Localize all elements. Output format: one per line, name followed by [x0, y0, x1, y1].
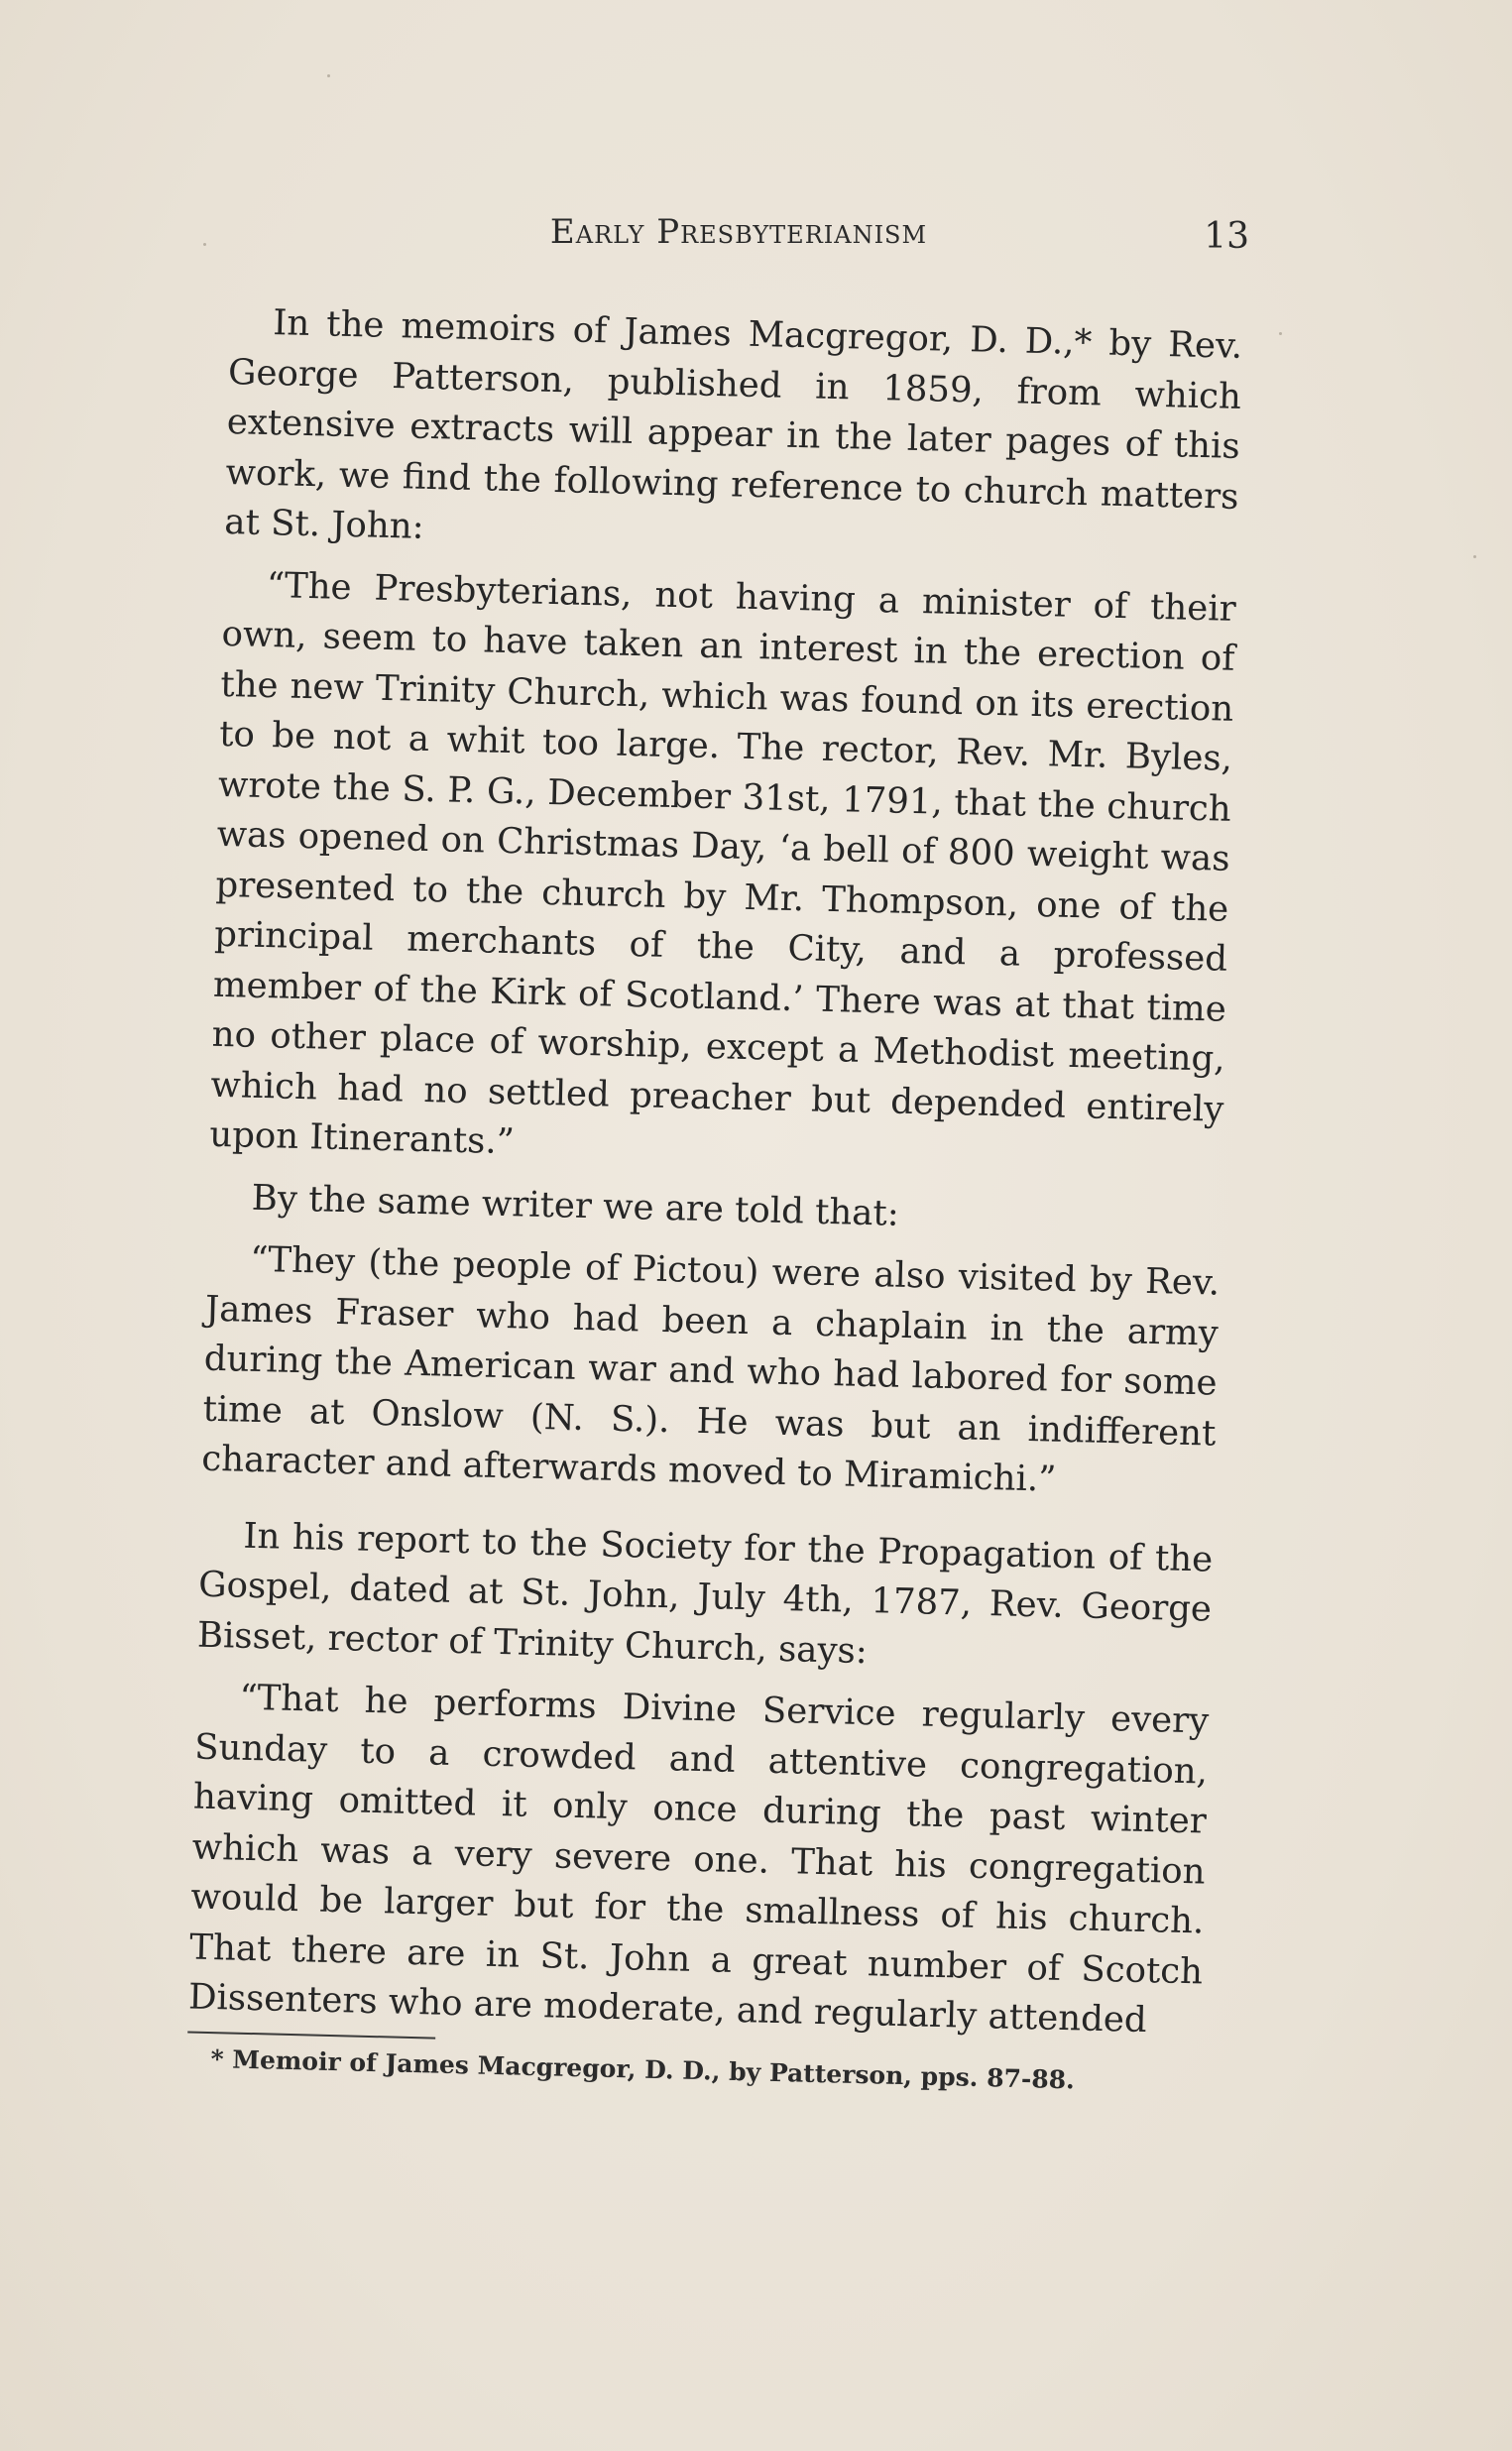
running-title: Early Presbyterianism [549, 212, 928, 252]
page-number: 13 [1204, 216, 1249, 257]
paper-speck [203, 243, 206, 246]
paragraph-quote-pictou: “They (the people of Pictou) were also visited by Rev. James Fraser who had been a chaplain in the army during the American war and who had labored for some time at Onslow (N. S.). He was but an indifferent character and afterwards moved to Miramichi.” [200, 1238, 1221, 1500]
paper-speck [1279, 332, 1282, 335]
body-text [186, 297, 1243, 2101]
paper-speck [1473, 555, 1476, 558]
paragraph-quote-divine-service: “That he performs Divine Service regularly every Sunday to a crowded and attentive congregation, having omitted it only once during the past winter which was a very severe one. That his congregation would be larger but for the smallness of his church. That there are in St. John a great number of Scotch Dissenters who are moderate, and regularly attended [187, 1677, 1210, 2042]
paper-speck [327, 74, 330, 77]
paragraph-memoirs-intro: In the memoirs of James Macgregor, D. D.,* by Rev. George Patterson, published in 1859, from which extensive extracts will appear in the later pages of this work, we find the following reference to church matters at St. John: [223, 302, 1243, 547]
paragraph-same-writer: By the same writer we are told that: [251, 1177, 900, 1234]
footnote-rule [187, 2031, 435, 2039]
footnote: * Memoir of James Macgregor, D. D., by Patterson, pps. 87-88. [210, 2043, 1076, 2094]
page-header [228, 206, 1249, 266]
paragraph-report-society: In his report to the Society for the Propagation of the Gospel, dated at St. John, July 4th, 1787, Rev. George Bisset, rector of Trinity Church, says: [196, 1515, 1214, 1672]
paragraph-quote-presbyterians: “The Presbyterians, not having a minister of their own, seem to have taken an interest in the erection of the new Trinity Church, which was found on its erection to be not a whit too large. The rector, Rev. Mr. Byles, wrote the S. P. G., December 31st, 1791, that the church was opened on Christmas Day, ‘a bell of 800 weight was presented to the church by Mr. Thompson, one of the principal merchants of the City, and a professed member of the Kirk of Scotland.’ There was at that time no other place of worship, except a Methodist meeting, which had no settled preacher but depended entirely upon Itinerants.” [208, 564, 1237, 1163]
